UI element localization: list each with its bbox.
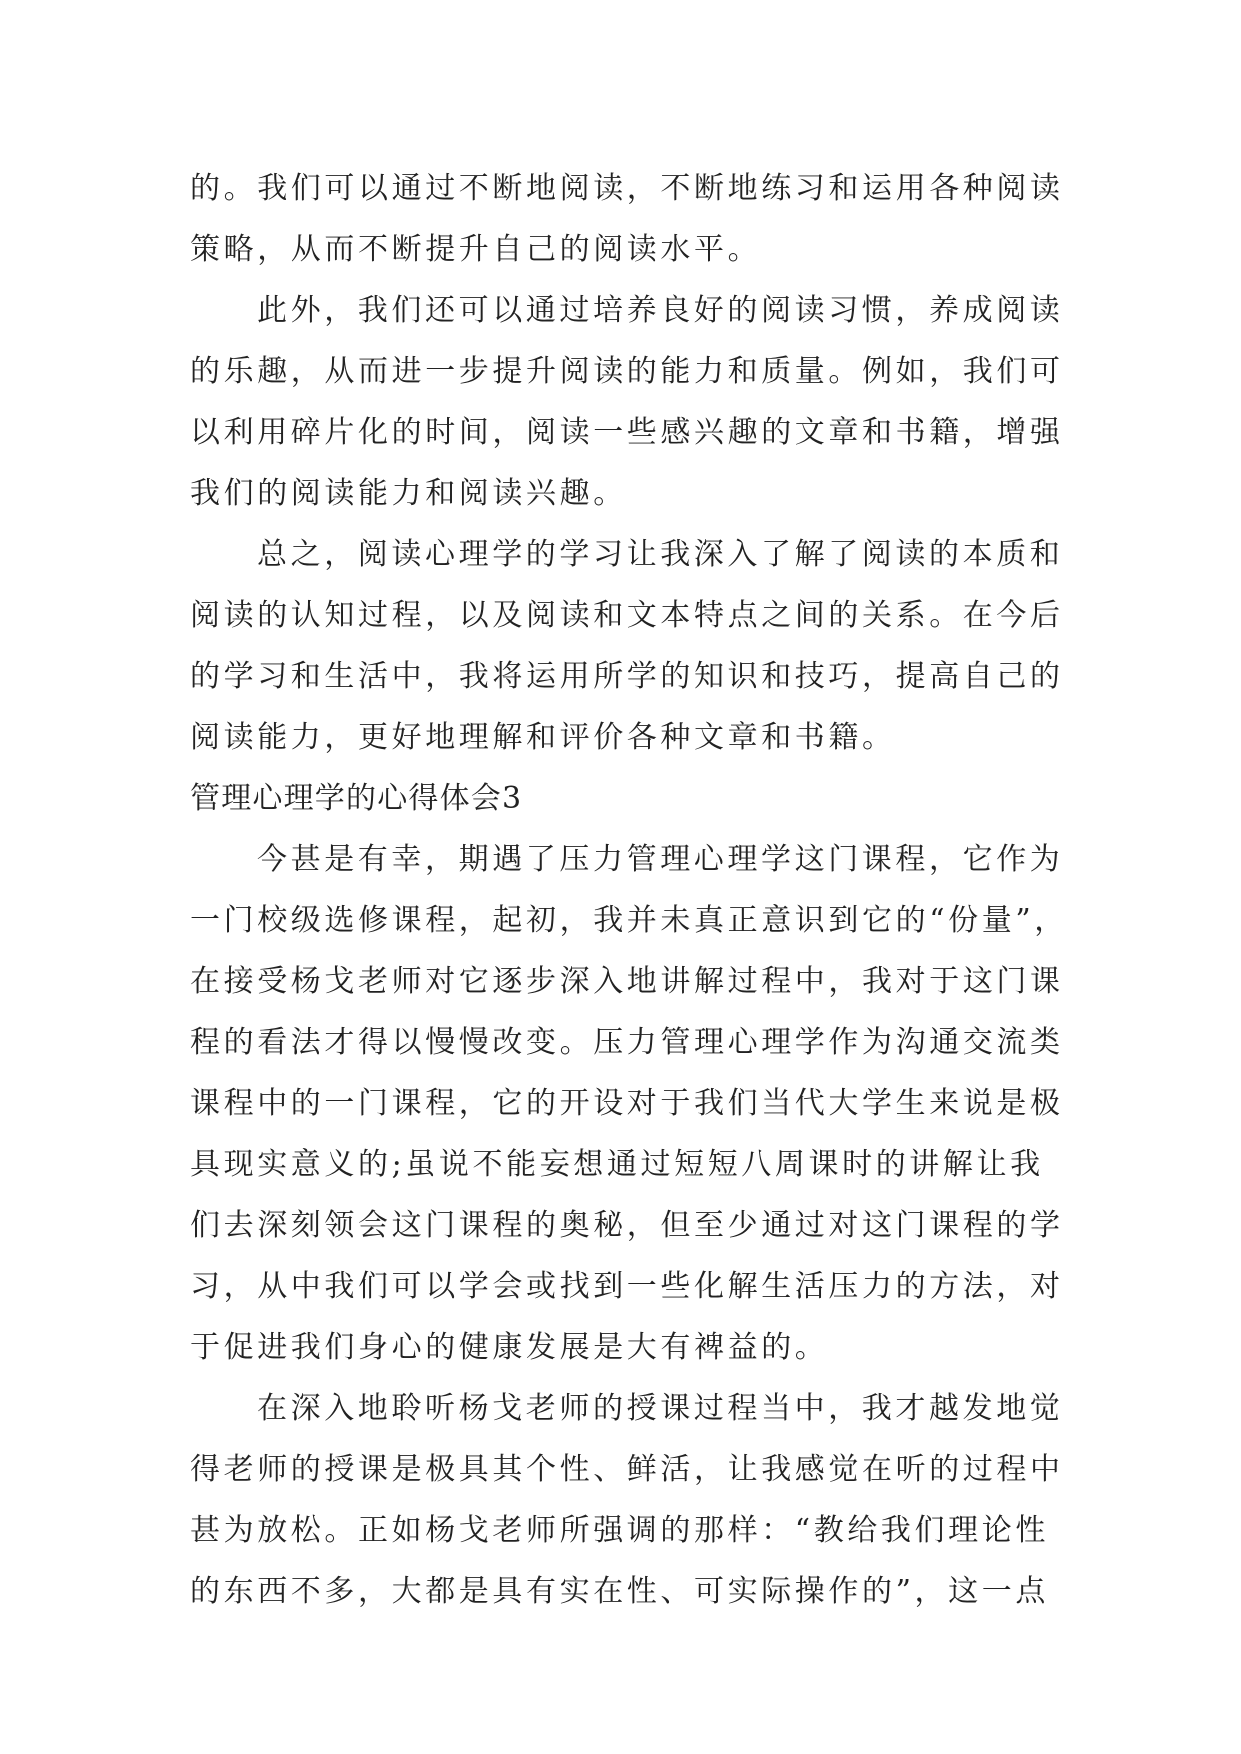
text-line: 策略，从而不断提升自己的阅读水平。 <box>190 232 762 267</box>
text-line: 们去深刻领会这门课程的奥秘，但至少通过对这门课程的学 <box>190 1208 1064 1243</box>
text-line: 阅读的认知过程，以及阅读和文本特点之间的关系。在今后 <box>190 598 1064 633</box>
text-line: 的东西不多，大都是具有实在性、可实际操作的”，这一点 <box>190 1574 1049 1609</box>
text-line: 一门校级选修课程，起初，我并未真正意识到它的“份量”， <box>190 903 1068 938</box>
section-heading: 管理心理学的心得体会3 <box>190 781 523 816</box>
text-line: 得老师的授课是极具其个性、鲜活，让我感觉在听的过程中 <box>190 1452 1064 1487</box>
text-line: 习，从中我们可以学会或找到一些化解生活压力的方法，对 <box>190 1269 1064 1304</box>
text-line: 的乐趣，从而进一步提升阅读的能力和质量。例如，我们可 <box>190 354 1064 389</box>
text-line: 在接受杨戈老师对它逐步深入地讲解过程中，我对于这门课 <box>190 964 1064 999</box>
text-line: 的。我们可以通过不断地阅读，不断地练习和运用各种阅读 <box>190 171 1064 206</box>
text-line: 今甚是有幸，期遇了压力管理心理学这门课程，它作为 <box>257 842 1064 877</box>
text-line: 具现实意义的;虽说不能妄想通过短短八周课时的讲解让我 <box>190 1147 1044 1182</box>
text-line: 甚为放松。正如杨戈老师所强调的那样：“教给我们理论性 <box>190 1513 1049 1548</box>
text-line: 以利用碎片化的时间，阅读一些感兴趣的文章和书籍，增强 <box>190 415 1064 450</box>
text-line: 阅读能力，更好地理解和评价各种文章和书籍。 <box>190 720 896 755</box>
text-line: 此外，我们还可以通过培养良好的阅读习惯，养成阅读 <box>257 293 1064 328</box>
text-line: 在深入地聆听杨戈老师的授课过程当中，我才越发地觉 <box>257 1391 1064 1426</box>
text-line: 课程中的一门课程，它的开设对于我们当代大学生来说是极 <box>190 1086 1064 1121</box>
text-line: 我们的阅读能力和阅读兴趣。 <box>190 476 627 511</box>
document-page <box>190 158 1070 1622</box>
text-line: 的学习和生活中，我将运用所学的知识和技巧，提高自己的 <box>190 659 1064 694</box>
text-line: 于促进我们身心的健康发展是大有裨益的。 <box>190 1330 829 1365</box>
text-line: 总之，阅读心理学的学习让我深入了解了阅读的本质和 <box>257 537 1064 572</box>
text-line: 程的看法才得以慢慢改变。压力管理心理学作为沟通交流类 <box>190 1025 1064 1060</box>
